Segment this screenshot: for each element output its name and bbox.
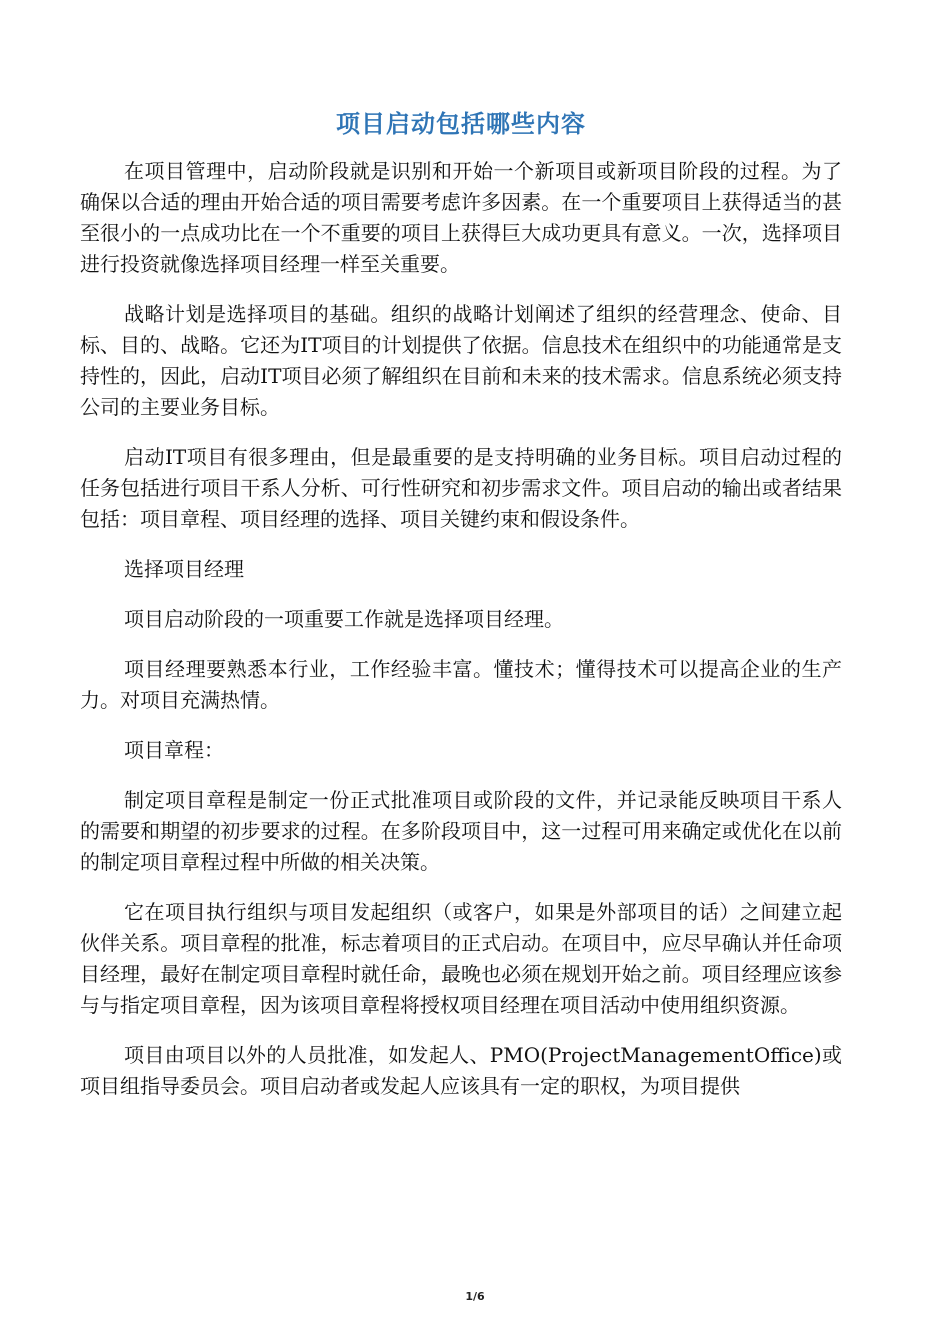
paragraph-pm-qualities: 项目经理要熟悉本行业，工作经验丰富。懂技术；懂得技术可以提高企业的生产力。对项目充满热情。 — [80, 657, 842, 712]
paragraph-intro: 在项目管理中，启动阶段就是识别和开始一个新项目或新项目阶段的过程。为了确保以合适的理由开始合适的项目需要考虑许多因素。在一个重要项目上获得适当的甚至很小的一点成功比在一个不重要的项目上获得巨大成功更具有意义。一次，选择项目进行投资就像选择项目经理一样至关重要。 — [80, 159, 842, 276]
page-number: 1/6 — [465, 1290, 485, 1303]
paragraph-it-reasons: 启动IT项目有很多理由，但是最重要的是支持明确的业务目标。项目启动过程的任务包括进行项目干系人分析、可行性研究和初步需求文件。项目启动的输出或者结果包括：项目章程、项目经理的选择、项目关键约束和假设条件。 — [80, 445, 842, 531]
section-heading-select-pm: 选择项目经理 — [124, 557, 244, 581]
paragraph-charter-definition: 制定项目章程是制定一份正式批准项目或阶段的文件，并记录能反映项目干系人的需要和期望的初步要求的过程。在多阶段项目中，这一过程可用来确定或优化在以前的制定项目章程过程中所做的相关决策。 — [80, 788, 842, 874]
paragraph-select-pm: 项目启动阶段的一项重要工作就是选择项目经理。 — [124, 607, 564, 631]
paragraph-charter-approval: 项目由项目以外的人员批准，如发起人、PMO(ProjectManagementOffice)或项目组指导委员会。项目启动者或发起人应该具有一定的职权，为项目提供 — [80, 1043, 842, 1098]
paragraph-charter-partnership: 它在项目执行组织与项目发起组织（或客户，如果是外部项目的话）之间建立起伙伴关系。项目章程的批准，标志着项目的正式启动。在项目中，应尽早确认并任命项目经理，最好在制定项目章程时就任命，最晚也必须在规划开始之前。项目经理应该参与与指定项目章程，因为该项目章程将授权项目经理在项目活动中使用组织资源。 — [80, 900, 842, 1017]
document-title: 项目启动包括哪些内容 — [336, 110, 586, 138]
section-heading-charter: 项目章程： — [124, 738, 224, 762]
paragraph-strategy: 战略计划是选择项目的基础。组织的战略计划阐述了组织的经营理念、使命、目标、目的、战略。它还为IT项目的计划提供了依据。信息技术在组织中的功能通常是支持性的，因此，启动IT项目必须了解组织在目前和未来的技术需求。信息系统必须支持公司的主要业务目标。 — [80, 302, 842, 419]
